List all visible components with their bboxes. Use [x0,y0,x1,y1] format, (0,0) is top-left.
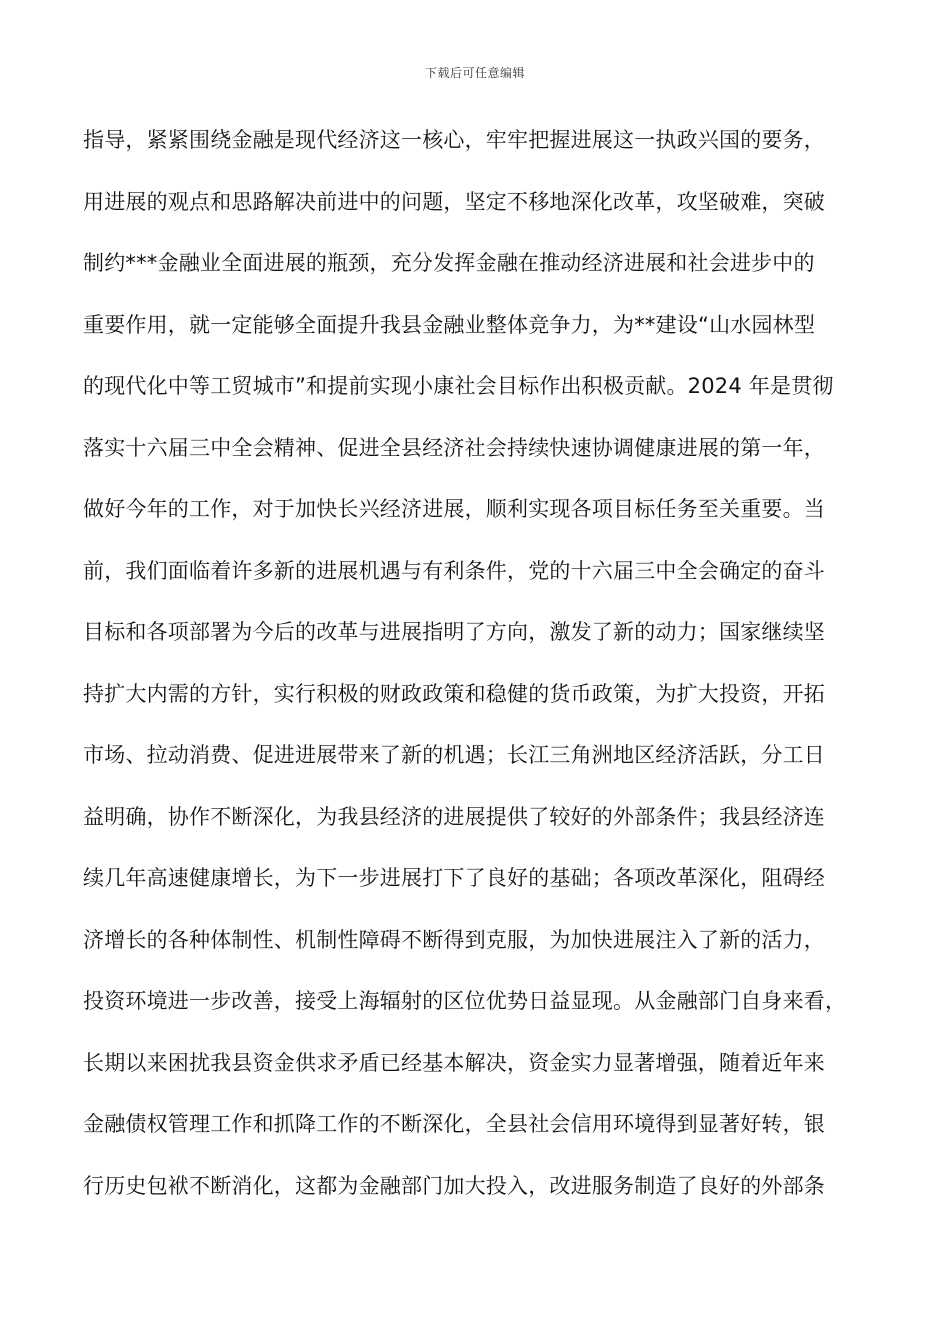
text-line: 行历史包袱不断消化，这都为金融部门加大投入，改进服务制造了良好的外部条 [83,1173,825,1198]
text-line: 市场、拉动消费、促进进展带来了新的机遇；长江三角洲地区经济活跃，分工日 [83,743,825,767]
text-line: 指导，紧紧围绕金融是现代经济这一核心，牢牢把握进展这一执政兴国的要务， [83,128,825,152]
text-line: 续几年高速健康增长，为下一步进展打下了良好的基础；各项改革深化，阻碍经 [83,866,825,890]
text-line: 的现代化中等工贸城市”和提前实现小康社会目标作出积极贡献。2024 年是贯彻 [83,374,834,398]
text-line: 持扩大内需的方针，实行积极的财政政策和稳健的货币政策，为扩大投资，开拓 [83,681,825,706]
text-line: 目标和各项部署为今后的改革与进展指明了方向，激发了新的动力；国家继续坚 [83,620,825,644]
text-line: 金融债权管理工作和抓降工作的不断深化，全县社会信用环境得到显著好转，银 [83,1112,825,1136]
text-line: 做好今年的工作，对于加快长兴经济进展，顺利实现各项目标任务至关重要。当 [83,497,825,521]
text-line: 落实十六届三中全会精神、促进全县经济社会持续快速协调健康进展的第一年， [83,435,825,460]
page-header: 下载后可任意编辑 [424,66,525,80]
text-line: 制约***金融业全面进展的瓶颈，充分发挥金融在推动经济进展和社会进步中的 [83,251,815,275]
text-line: 益明确，协作不断深化，为我县经济的进展提供了较好的外部条件；我县经济连 [83,804,825,829]
text-line: 用进展的观点和思路解决前进中的问题，坚定不移地深化改革，攻坚破难，突破 [83,189,825,214]
text-line: 前，我们面临着许多新的进展机遇与有利条件，党的十六届三中全会确定的奋斗 [83,558,825,583]
text-line: 济增长的各种体制性、机制性障碍不断得到克服，为加快进展注入了新的活力， [83,927,825,952]
text-line: 投资环境进一步改善，接受上海辐射的区位优势日益显现。从金融部门自身来看， [83,989,847,1013]
document-body [83,121,883,1228]
text-line: 长期以来困扰我县资金供求矛盾已经基本解决，资金实力显著增强，随着近年来 [83,1050,825,1075]
text-line: 重要作用，就一定能够全面提升我县金融业整体竞争力，为**建设“山水园林型 [83,312,816,337]
